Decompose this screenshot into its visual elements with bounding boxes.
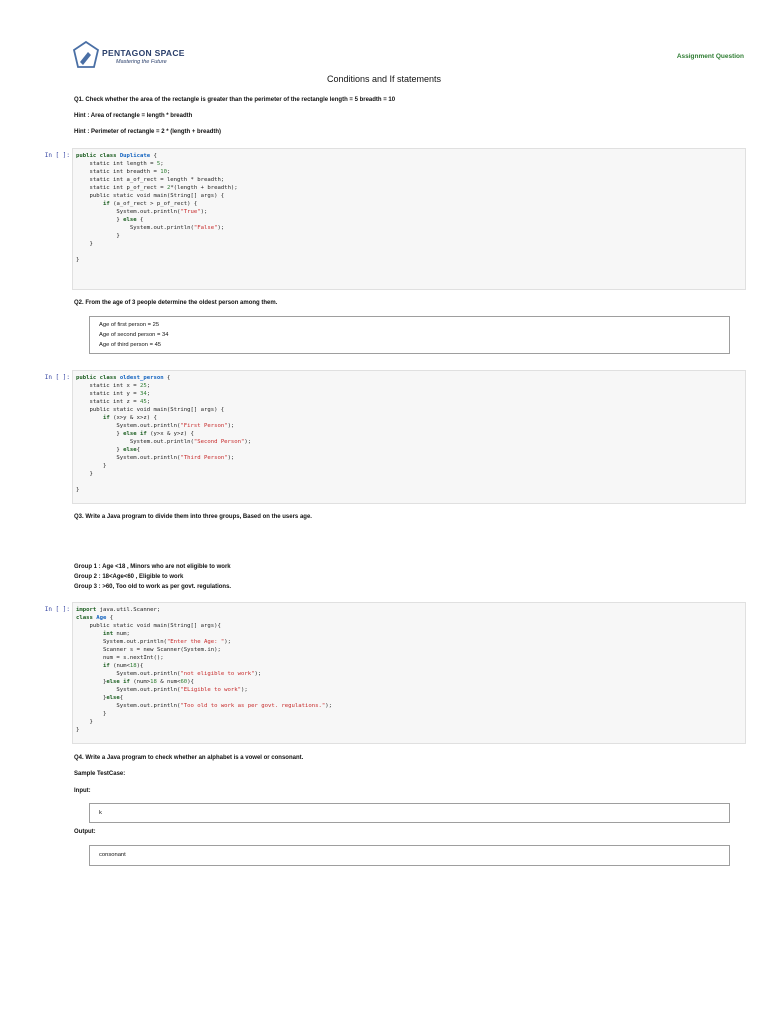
code-cell-q2[interactable] — [72, 370, 746, 504]
q1-question: Q1. Check whether the area of the rectangle is greater than the perimeter of the rectangle length = 5 breadth = 10 — [74, 97, 396, 103]
code-line: } — [76, 471, 93, 477]
code-line: System.out.println("Enter the Age: "); — [76, 639, 231, 645]
cell-prompt: In [ ]: — [44, 152, 70, 159]
sample-testcase-label: Sample TestCase: — [74, 771, 126, 777]
code-line: } — [76, 233, 120, 239]
output-value: consonant — [99, 852, 126, 858]
brand-tagline: Mastering the Future — [116, 59, 167, 65]
q3-group-2: Group 2 : 18<Age<60 , Eligible to work — [74, 574, 184, 580]
code-line: System.out.println("False"); — [76, 225, 225, 231]
code-line: public static void main(String[] args) { — [76, 407, 225, 413]
code-line: static int y = 34; — [76, 391, 151, 397]
code-line: int num; — [102, 631, 130, 637]
input-box — [89, 803, 730, 823]
pentagon-space-logo — [72, 40, 192, 76]
code-line: System.out.println("ELigible to work"); — [76, 687, 248, 693]
code-line: } — [76, 727, 80, 733]
page-title: Conditions and If statements — [326, 74, 442, 84]
code-line: }else if (num>18 & num<60){ — [76, 679, 194, 685]
age-first-person: Age of first person = 25 — [99, 322, 160, 328]
cell-prompt: In [ ]: — [44, 374, 70, 381]
code-line: import java.util.Scanner; — [76, 607, 161, 613]
code-line: System.out.println("not eligible to work"); — [76, 671, 262, 677]
code-line: public class oldest_person { — [76, 375, 171, 381]
input-value: k — [99, 810, 102, 816]
code-line: public class Duplicate { — [76, 153, 157, 159]
code-line: } — [76, 711, 107, 717]
output-box — [89, 845, 730, 866]
q4-question: Q4. Write a Java program to check whether an alphabet is a vowel or consonant. — [74, 755, 304, 761]
pentagon-logo-icon — [72, 40, 100, 70]
code-line: } — [76, 487, 80, 493]
code-line: Scanner s = new Scanner(System.in); — [76, 647, 221, 653]
code-line: } — [76, 241, 93, 247]
q1-hint-area: Hint : Area of rectangle = length * breadth — [74, 113, 193, 119]
age-third-person: Age of third person = 45 — [99, 342, 162, 348]
code-cell-q1[interactable] — [72, 148, 746, 290]
q1-hint-perimeter: Hint : Perimeter of rectangle = 2 * (length + breadth) — [74, 129, 222, 135]
code-line: System.out.println("First Person"); — [76, 423, 235, 429]
brand-name: PENTAGON SPACE — [102, 48, 185, 58]
code-line: System.out.println("Second Person"); — [76, 439, 252, 445]
code-line: System.out.println("Third Person"); — [76, 455, 235, 461]
q3-question: Q3. Write a Java program to divide them into three groups, Based on the users age. — [74, 514, 312, 520]
code-line: } — [76, 463, 107, 469]
code-line: System.out.println("Too old to work as per govt. regulations."); — [76, 703, 332, 709]
code-line: static int z = 45; — [76, 399, 151, 405]
code-line: if (x>y & x>z) { — [102, 415, 157, 421]
code-line: } — [76, 257, 80, 263]
q2-ages-box — [89, 316, 730, 354]
code-line: } else{ — [76, 447, 141, 453]
input-label: Input: — [74, 788, 91, 794]
code-line: static int a_of_rect = length * breadth; — [76, 177, 225, 183]
output-label: Output: — [74, 829, 96, 835]
code-line: } else { — [76, 217, 144, 223]
age-second-person: Age of second person = 34 — [99, 332, 169, 338]
doc-type-label: Assignment Question — [676, 53, 744, 60]
code-line: class Age { — [76, 615, 114, 621]
code-line: public static void main(String[] args){ — [76, 623, 221, 629]
code-line: if (a_of_rect > p_of_rect) { — [102, 201, 198, 207]
q3-group-3: Group 3 : >60, Too old to work as per govt. regulations. — [74, 584, 232, 590]
code-line: num = s.nextInt(); — [76, 655, 164, 661]
code-line: } else if (y>x & y>z) { — [76, 431, 194, 437]
cell-prompt: In [ ]: — [44, 606, 70, 613]
code-line: static int x = 25; — [76, 383, 151, 389]
code-line: static int p_of_rect = 2*(length + breadth); — [76, 185, 238, 191]
q2-question: Q2. From the age of 3 people determine the oldest person among them. — [74, 300, 278, 306]
q3-group-1: Group 1 : Age <18 , Minors who are not eligible to work — [74, 564, 231, 570]
code-line: if (num<18){ — [102, 663, 144, 669]
code-line: static int breadth = 10; — [76, 169, 171, 175]
code-line: }else{ — [76, 695, 124, 701]
code-line: System.out.println("True"); — [76, 209, 208, 215]
code-line: } — [76, 719, 93, 725]
code-line: static int length = 5; — [76, 161, 164, 167]
code-cell-q3[interactable] — [72, 602, 746, 744]
code-line: public static void main(String[] args) { — [76, 193, 225, 199]
